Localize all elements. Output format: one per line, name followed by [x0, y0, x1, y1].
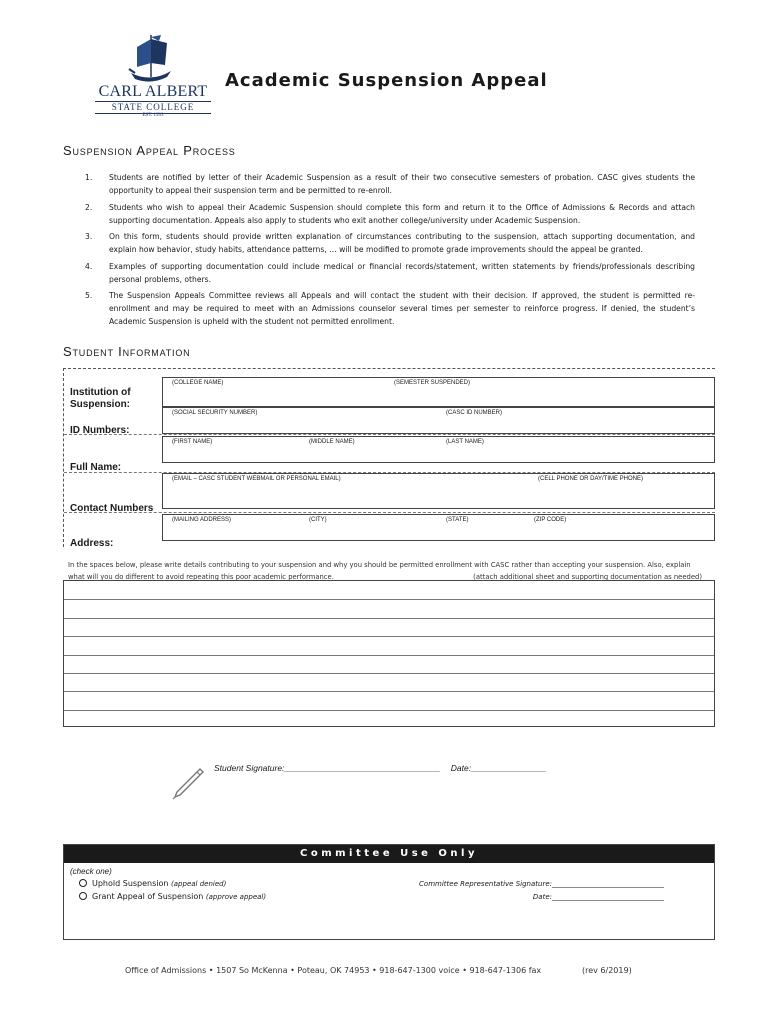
contact-label: Contact Numbers [70, 503, 154, 514]
divider [64, 512, 715, 513]
grant-label: Grant Appeal of Suspension [92, 892, 204, 901]
divider [64, 434, 715, 435]
signature-date: Date:________________ [450, 763, 547, 773]
radio-circle-icon[interactable] [79, 892, 87, 900]
committee-heading: Committee Use Only [64, 845, 714, 863]
step-number: 4. [85, 261, 93, 271]
process-heading: Suspension Appeal Process [63, 143, 236, 158]
writing-line[interactable] [64, 618, 714, 619]
committee-date[interactable]: Date:________________________________ [532, 893, 664, 901]
radio-circle-icon[interactable] [79, 879, 87, 887]
process-steps [85, 171, 695, 332]
process-step [85, 171, 695, 197]
writing-line[interactable] [64, 673, 714, 674]
grant-note: (approve appeal) [205, 893, 267, 901]
explanation-lines[interactable] [63, 580, 715, 727]
college-logo [95, 33, 215, 117]
writing-line[interactable] [64, 599, 714, 600]
logo-year: EST. 1933 [142, 113, 164, 118]
grant-option[interactable] [79, 892, 266, 901]
mailing-address-hint: (MAILING ADDRESS) [172, 517, 232, 523]
step-text: On this form, students should provide written explanation of circumstances contributing to the suspension, attach supporting documentation, and explain how behavior, study habits, attendance patterns, … will be modified to promote grade improvements should the appeal be granted. [109, 232, 695, 254]
logo-subtitle: STATE COLLEGE [95, 101, 211, 114]
address-field[interactable] [162, 514, 715, 541]
footer-address: Office of Admissions • 1507 So McKenna • Poteau, OK 74953 • 918-647-1300 voice • 918-647-1306 fax [125, 966, 542, 975]
writing-line[interactable] [64, 691, 714, 692]
step-number: 3. [85, 232, 93, 241]
process-step [85, 289, 695, 328]
step-number: 2. [85, 202, 93, 212]
full-name-label: Full Name: [70, 462, 122, 473]
process-step [85, 260, 695, 286]
process-step [85, 201, 695, 227]
instruction-text: In the spaces below, please write details contributing to your suspension and why you should be permitted enrollment with CASC rather than accepting your suspension. Also, explain what will you do different to avoid repeating this poor academic performance. [68, 561, 691, 581]
address-label: Address: [70, 538, 114, 549]
uphold-label: Uphold Suspension [92, 879, 169, 888]
ship-logo-icon [125, 33, 177, 85]
form-title: Academic Suspension Appeal [225, 70, 548, 91]
uphold-option[interactable] [79, 879, 226, 888]
process-step [85, 230, 695, 256]
revision-note: (rev 6/2019) [582, 966, 632, 975]
step-text: The Suspension Appeals Committee reviews all Appeals and will contact the student with their decision. If approved, the student is permitted re-enrollment and may be required to meet with an Admissions counselor several times per semester to reinforce progress. If denied, the student’s Academic Suspension is upheld with the student not permitted enrollment. [109, 291, 695, 326]
zip-code-hint: (ZIP CODE) [534, 517, 567, 523]
id-numbers-label: ID Numbers: [70, 425, 130, 436]
phone-hint: (CELL PHONE OR DAY/TIME PHONE) [538, 476, 644, 482]
check-one-note: (check one) [70, 867, 112, 876]
attach-note: (attach additional sheet and supporting documentation as needed) [473, 573, 702, 581]
institution-label: Institution of Suspension: [70, 387, 131, 410]
last-name-hint: (LAST NAME) [446, 439, 484, 445]
writing-line[interactable] [64, 636, 714, 637]
pen-icon [170, 765, 206, 801]
committee-rep-signature[interactable]: Committee Representative Signature:________________________________ [419, 880, 664, 888]
writing-line[interactable] [64, 655, 714, 656]
middle-name-hint: (MIDDLE NAME) [309, 439, 355, 445]
step-number: 1. [85, 173, 93, 182]
writing-line[interactable] [64, 710, 714, 711]
city-hint: (CITY) [309, 517, 327, 523]
email-hint: (EMAIL – CASC STUDENT WEBMAIL OR PERSONAL EMAIL) [172, 476, 341, 482]
logo-name: CARL ALBERT [98, 83, 208, 100]
casc-id-hint: (CASC ID NUMBER) [446, 410, 503, 416]
semester-hint: (SEMESTER SUSPENDED) [394, 380, 471, 386]
step-number: 5. [85, 291, 93, 300]
committee-box [63, 844, 715, 940]
step-text: Examples of supporting documentation could include medical or financial records/statement, written statements by friends/professionals describing personal problems, others. [109, 261, 695, 284]
college-hint: (COLLEGE NAME) [172, 380, 224, 386]
first-name-hint: (FIRST NAME) [172, 439, 213, 445]
signature-label: Student Signature:_________________________________ [214, 763, 441, 773]
student-signature-line[interactable] [214, 763, 547, 773]
ssn-hint: (SOCIAL SECURITY NUMBER) [172, 410, 258, 416]
full-name-field[interactable] [162, 436, 715, 463]
student-info-heading: Student Information [63, 344, 191, 359]
state-hint: (STATE) [446, 517, 469, 523]
step-text: Students are notified by letter of their Academic Suspension as a result of their two consecutive semesters of probation. CASC gives students the opportunity to appeal their suspension term and be permitted to re-enroll. [109, 173, 695, 195]
uphold-note: (appeal denied) [171, 880, 227, 888]
student-info-form [63, 368, 715, 547]
step-text: Students who wish to appeal their Academic Suspension should complete this form and return it to the Office of Admissions & Records and attach supporting documentation. Appeals also apply to students who exit another college/university under Academic Suspension. [109, 202, 695, 225]
